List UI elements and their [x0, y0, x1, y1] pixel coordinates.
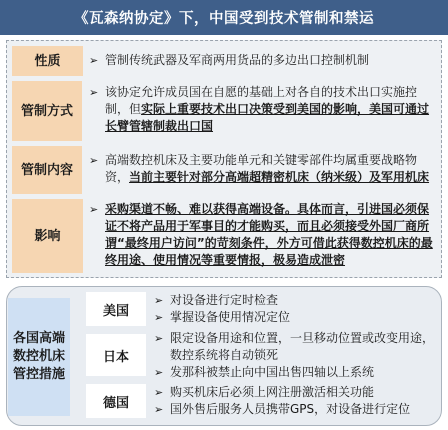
row-content: [89, 84, 435, 135]
bullet-text: 管制传统武器及军商两用货品的多边出口控制机制: [105, 53, 370, 67]
agreement-panel: [6, 40, 442, 278]
country-usa: 美国: [86, 292, 146, 326]
measures-label: [8, 298, 70, 416]
bullet-item: [154, 364, 434, 381]
country-germany: 德国: [86, 384, 146, 418]
arrow-bullet-icon: ➢: [154, 332, 164, 345]
page-title: 《瓦森纳协定》下，中国受到技术管制和禁运: [0, 0, 448, 35]
row-content: [89, 52, 435, 69]
row-impact: [7, 199, 441, 273]
bullet-text: 对设备进行定时检查: [170, 293, 279, 307]
arrow-bullet-icon: ➢: [154, 366, 164, 379]
bullet-item: [154, 401, 434, 418]
row-label: 性质: [12, 46, 83, 76]
bullet-text: 高端数控机床及主要功能单元和关键零部件均属重要战略物资，: [105, 153, 418, 184]
row-nature: [7, 46, 441, 76]
bullet-item: [89, 84, 435, 135]
arrow-bullet-icon: ➢: [89, 54, 99, 67]
row-content: [89, 201, 435, 269]
bullet-text: 发那科被禁止向中国出售四轴以上系统: [170, 365, 375, 379]
bullet-text: 限定设备用途和位置，一旦移动位置或改变用途，数控系统将自动锁死: [170, 331, 435, 362]
row-content: [89, 152, 435, 186]
bullet-item: [154, 292, 434, 309]
bullet-item: [89, 201, 435, 269]
row-label: 管制内容: [12, 146, 82, 194]
arrow-bullet-icon: ➢: [89, 154, 99, 167]
arrow-bullet-icon: ➢: [154, 403, 164, 416]
arrow-bullet-icon: ➢: [89, 203, 99, 216]
row-method: [7, 81, 441, 141]
row-label: 影响: [12, 199, 83, 273]
country-japan: 日本: [86, 334, 146, 376]
row-label: 管制方式: [12, 81, 82, 141]
country-usa-measures: [154, 292, 434, 326]
arrow-bullet-icon: ➢: [154, 294, 164, 307]
row-scope: [7, 146, 441, 194]
bullet-text: 购买机床后必须上网注册激活相关功能: [170, 385, 375, 399]
arrow-bullet-icon: ➢: [154, 311, 164, 324]
bullet-item: [154, 330, 434, 364]
bullet-text: 国外售后服务人员携带GPS，对设备进行定位: [170, 402, 411, 416]
bullet-item: [154, 309, 434, 326]
arrow-bullet-icon: ➢: [154, 386, 164, 399]
highlight-text: 实际上重要技术出口决策受到美国的影响，美国可通过长臂管辖制裁出口国: [105, 102, 430, 133]
bullet-item: [154, 384, 434, 401]
country-japan-measures: [154, 330, 434, 381]
arrow-bullet-icon: ➢: [89, 86, 99, 99]
country-germany-measures: [154, 384, 434, 418]
bullet-item: [89, 52, 435, 69]
bullet-text: 该协定允许成员国在自愿的基础上对各自的技术出口实施控制，但: [105, 85, 418, 116]
bullet-item: [89, 152, 435, 186]
highlight-text: 当前主要针对部分高端超精密机床（纳米级）及军用机床: [129, 170, 430, 184]
measures-label-text: 各国高端数控机床管控措施: [13, 331, 66, 382]
bullet-text: 掌握设备使用情况定位: [170, 310, 291, 324]
highlight-text: 采购渠道不畅、难以获得高端设备。具体而言，引进国必须保证不将产品用于军事目的才能购买，而且必须接受外国厂商所谓“最终用户访问”的苛刻条件，外方可借此获得数控机床的最终用途、使用情况等重要情报，极易造成泄密: [105, 202, 433, 267]
